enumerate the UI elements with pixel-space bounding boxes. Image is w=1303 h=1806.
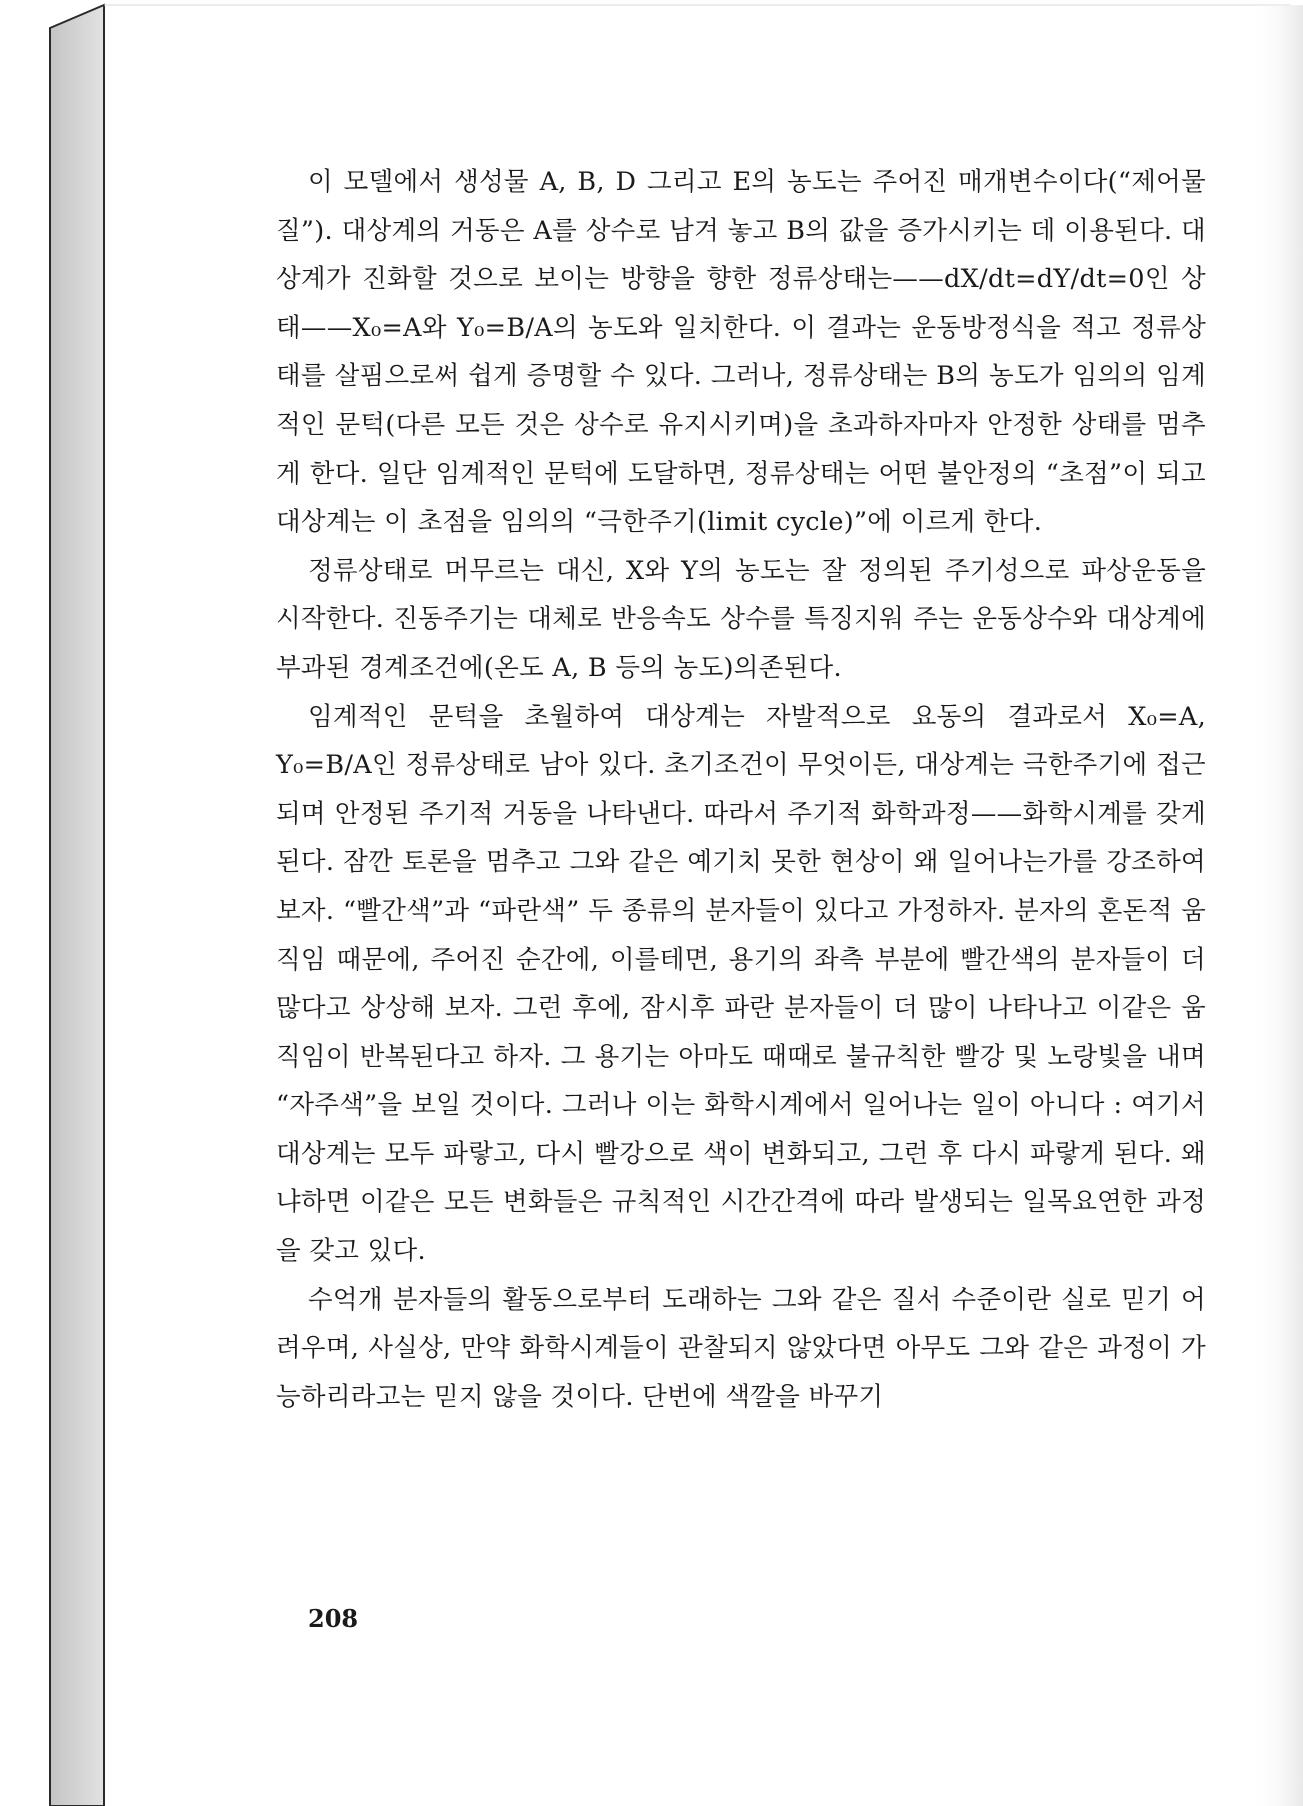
paragraph: 정류상태로 머무르는 대신, X와 Y의 농도는 잘 정의된 주기성으로 파상운동을 시작한다. 진동주기는 대체로 반응속도 상수를 특징지워 주는 운동상수와 대상계에 부과된 경계조건에(온도 A, B 등의 농도)의존된다. [276, 555, 1206, 683]
page-body-text [276, 158, 1206, 1421]
page-number: 208 [308, 1604, 359, 1633]
paragraph: 수억개 분자들의 활동으로부터 도래하는 그와 같은 질서 수준이란 실로 믿기 어려우며, 사실상, 만약 화학시계들이 관찰되지 않았다면 아무도 그와 같은 과정이 가능하리라고는 믿지 않을 것이다. 단번에 색깔을 바꾸기 [276, 1284, 1206, 1412]
paragraph: 이 모델에서 생성물 A, B, D 그리고 E의 농도는 주어진 매개변수이다(“제어물질”). 대상계의 거동은 A를 상수로 남겨 놓고 B의 값을 증가시키는 데 이용된다. 대상계가 진화할 것으로 보이는 방향을 향한 정류상태는——dX/dt=dY/dt=0인 상태——X₀=A와 Y₀=B/A의 농도와 일치한다. 이 결과는 운동방정식을 적고 정류상태를 살핌으로써 쉽게 증명할 수 있다. 그러나, 정류상태는 B의 농도가 임의의 임계적인 문턱(다른 모든 것은 상수로 유지시키며)을 초과하자마자 안정한 상태를 멈추게 한다. 일단 임계적인 문턱에 도달하면, 정류상태는 어떤 불안정의 “초점”이 되고 대상계는 이 초점을 임의의 “극한주기(limit cycle)”에 이르게 한다. [276, 167, 1206, 538]
page-right-shade [1250, 5, 1303, 1806]
book-spine [50, 5, 104, 1806]
paragraph: 임계적인 문턱을 초월하여 대상계는 자발적으로 요동의 결과로서 X₀=A, Y₀=B/A인 정류상태로 남아 있다. 초기조건이 무엇이든, 대상계는 극한주기에 접근되며 안정된 주기적 거동을 나타낸다. 따라서 주기적 화학과정——화학시계를 갖게 된다. 잠깐 토론을 멈추고 그와 같은 예기치 못한 현상이 왜 일어나는가를 강조하여 보자. “빨간색”과 “파란색” 두 종류의 분자들이 있다고 가정하자. 분자의 혼돈적 움직임 때문에, 주어진 순간에, 이를테면, 용기의 좌측 부분에 빨간색의 분자들이 더 많다고 상상해 보자. 그런 후에, 잠시후 파란 분자들이 더 많이 나타나고 이같은 움직임이 반복된다고 하자. 그 용기는 아마도 때때로 불규칙한 빨강 및 노랑빛을 내며 “자주색”을 보일 것이다. 그러나 이는 화학시계에서 일어나는 일이 아니다 : 여기서 대상계는 모두 파랗고, 다시 빨강으로 색이 변화되고, 그런 후 다시 파랗게 된다. 왜냐하면 이같은 모든 변화들은 규칙적인 시간간격에 따라 발생되는 일목요연한 과정을 갖고 있다. [276, 701, 1206, 1267]
